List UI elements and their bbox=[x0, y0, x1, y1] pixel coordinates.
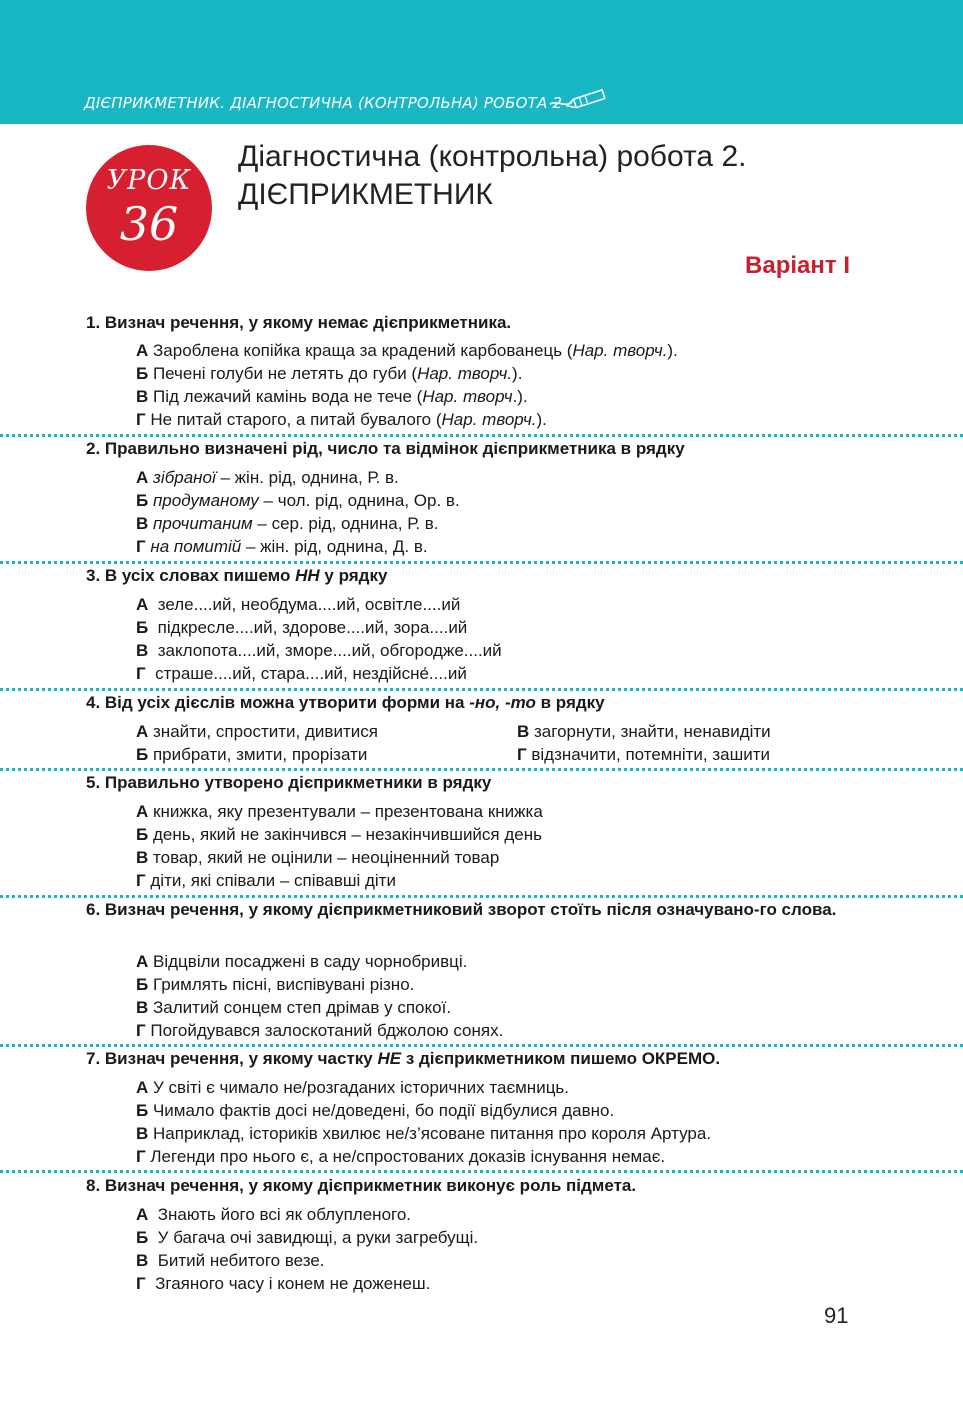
lesson-badge bbox=[86, 145, 212, 271]
q6-option-c: В Залитий сонцем степ дрімав у спокої. bbox=[136, 998, 452, 1017]
question-5-title: 5. Правильно утворено дієприкметники в рядку bbox=[86, 773, 492, 792]
q3-option-d: Г страше....ий, стара....ий, нездійсне́....ий bbox=[136, 664, 467, 683]
page-title bbox=[238, 138, 746, 214]
q2-option-a: А зібраної – жін. рід, однина, Р. в. bbox=[136, 468, 399, 487]
q8-option-c: В Битий небитого везе. bbox=[136, 1251, 325, 1270]
q7-option-c: В Наприклад, істориків хвилює не/з’ясоване питання про короля Артура. bbox=[136, 1124, 712, 1143]
q2-option-b: Б продуманому – чол. рід, однина, Ор. в. bbox=[136, 491, 460, 510]
variant-label: Варіант І bbox=[745, 252, 850, 279]
q4-option-c: В загорнути, знайти, ненавидіти bbox=[517, 722, 771, 741]
title-line-1: Діагностична (контрольна) робота 2. bbox=[238, 140, 747, 173]
q3-option-a: А зеле....ий, необдума....ий, освітле....ий bbox=[136, 595, 461, 614]
lesson-number: 36 bbox=[119, 197, 179, 251]
question-8-title: 8. Визнач речення, у якому дієприкметник виконує роль підмета. bbox=[86, 1176, 637, 1195]
question-4-title: 4. Від усіх дієслів можна утворити форми на -но, -то в рядку bbox=[86, 693, 605, 712]
q5-option-b: Б день, який не закінчився – незакінчившийся день bbox=[136, 825, 542, 844]
q6-option-b: Б Гримлять пісні, виспівувані різно. bbox=[136, 975, 415, 994]
q8-option-a: А Знають його всі як облупленого. bbox=[136, 1205, 412, 1224]
q1-option-b: Б Печені голуби не летять до губи (Нар. творч.). bbox=[136, 364, 523, 383]
q7-option-b: Б Чимало фактів досі не/доведені, бо події відбулися давно. bbox=[136, 1101, 615, 1120]
q5-option-c: В товар, який не оцінили – неоціненний товар bbox=[136, 848, 500, 867]
q8-option-d: Г Згаяного часу і конем не доженеш. bbox=[136, 1274, 431, 1293]
q8-option-b: Б У багача очі завидющі, а руки загребущі. bbox=[136, 1228, 479, 1247]
q1-option-a: А Зароблена копійка краща за крадений карбованець (Нар. творч.). bbox=[136, 341, 678, 360]
q3-option-c: В заклопота....ий, зморе....ий, обгородже....ий bbox=[136, 641, 502, 660]
q5-option-a: А книжка, яку презентували – презентована книжка bbox=[136, 802, 543, 821]
question-1-title: 1. Визнач речення, у якому немає дієприкметника. bbox=[86, 313, 512, 332]
q2-option-c: В прочитаним – сер. рід, однина, Р. в. bbox=[136, 514, 439, 533]
q4-option-b: Б прибрати, змити, прорізати bbox=[136, 745, 368, 764]
question-2-title: 2. Правильно визначені рід, число та відмінок дієприкметника в рядку bbox=[86, 439, 685, 458]
q2-option-d: Г на помитій – жін. рід, однина, Д. в. bbox=[136, 537, 428, 556]
q6-option-a: А Відцвіли посаджені в саду чорнобривці. bbox=[136, 952, 468, 971]
question-3-title: 3. В усіх словах пишемо НН у рядку bbox=[86, 566, 388, 585]
q7-option-d: Г Легенди про нього є, а не/спростованих доказів існування немає. bbox=[136, 1147, 666, 1166]
q6-option-d: Г Погойдувався залоскотаний бджолою сонях. bbox=[136, 1021, 504, 1040]
question-6-title: 6. Визнач речення, у якому дієприкметниковий зворот стоїть після означувано-го слова. bbox=[86, 900, 837, 919]
page-number: 91 bbox=[824, 1303, 849, 1328]
q7-option-a: А У світі є чимало не/розгаданих історичних таємниць. bbox=[136, 1078, 570, 1097]
q3-option-b: Б підкресле....ий, здорове....ий, зора....ий bbox=[136, 618, 468, 637]
q4-option-d: Г відзначити, потемніти, зашити bbox=[517, 745, 771, 764]
title-line-2: ДІЄПРИКМЕТНИК bbox=[238, 178, 493, 211]
q4-option-a: А знайти, спростити, дивитися bbox=[136, 722, 378, 741]
divider bbox=[0, 1170, 963, 1173]
running-head: ДІЄПРИКМЕТНИК. ДІАГНОСТИЧНА (КОНТРОЛЬНА) РОБОТА 2 bbox=[84, 94, 563, 112]
pencil-icon bbox=[548, 86, 612, 112]
lesson-word: УРОК bbox=[106, 165, 192, 196]
question-7-title: 7. Визнач речення, у якому частку НЕ з дієприкметником пишемо ОКРЕМО. bbox=[86, 1049, 721, 1068]
q1-option-d: Г Не питай старого, а питай бувалого (Нар. творч.). bbox=[136, 410, 547, 429]
q5-option-d: Г діти, які співали – співавші діти bbox=[136, 871, 396, 890]
q1-option-c: В Під лежачий камінь вода не тече (Нар. творч.). bbox=[136, 387, 528, 406]
